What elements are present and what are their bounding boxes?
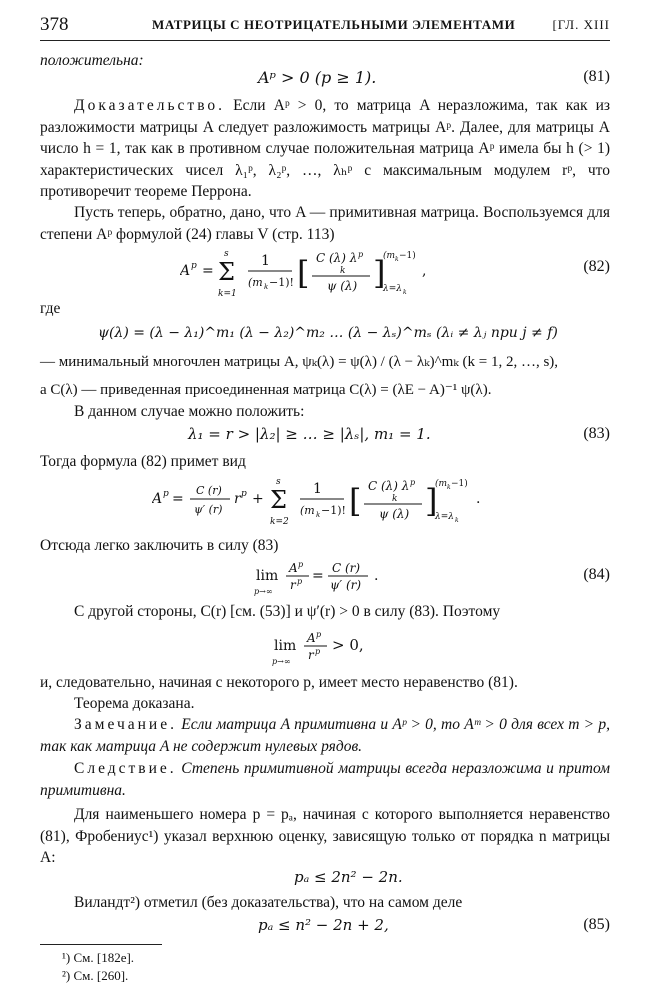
equation-83-number: (83) xyxy=(583,425,610,442)
svg-text:p: p xyxy=(191,261,197,271)
svg-text:r: r xyxy=(290,578,296,592)
hence-line: Отсюда легко заключить в силу (83) xyxy=(40,537,279,554)
svg-text:k: k xyxy=(447,484,451,491)
svg-text:(m: (m xyxy=(248,276,263,289)
svg-text:λ=λ: λ=λ xyxy=(435,512,454,522)
footnote-2: ²) См. [260]. xyxy=(62,968,129,983)
psi-definition: ψ(λ) = (λ − λ₁)^m₁ (λ − λ₂)^m₂ … (λ − λₛ)^mₛ (λᵢ ≠ λⱼ при j ≠ f) xyxy=(98,325,558,341)
svg-text:ψ (λ): ψ (λ) xyxy=(379,507,410,521)
wielandt-line: Виландт²) отметил (без доказательства), что на самом деле xyxy=(74,894,463,911)
frobenius-paragraph: Для наименьшего номера p = pₐ, начиная с которого выполняется неравенство (81), Фробениус¹) указал верхнюю оценку, зависящую только от порядка n матрицы A: xyxy=(40,806,610,866)
svg-text:=: = xyxy=(172,491,184,507)
proof-text: Если Aᵖ > 0, то матрица A неразложима, так как из разложимости матрицы A следует разложимость матрицы Aᵖ. Далее, для матрицы A число h = 1, так как в противном случае положительная матрица Aᵖ имела бы h (> 1) характеристических чисел λ₁ᵖ, λ₂ᵖ, …, λₕᵖ с максимальным модулем rᵖ, что противоречит теореме Перрона. xyxy=(40,97,611,200)
footnote-rule xyxy=(40,944,162,945)
pa-upper-bound: pₐ ≤ 2n² − 2n. xyxy=(294,868,403,886)
svg-text:> 0,: > 0, xyxy=(332,636,364,654)
svg-text:s: s xyxy=(276,477,281,487)
svg-text:s: s xyxy=(224,249,229,259)
svg-text:lim: lim xyxy=(256,568,279,584)
remark-label: Замечание. xyxy=(74,716,177,733)
svg-text:k=1: k=1 xyxy=(218,289,237,298)
running-title: МАТРИЦЫ С НЕОТРИЦАТЕЛЬНЫМИ ЭЛЕМЕНТАМИ xyxy=(152,17,516,32)
svg-text:C (λ) λ: C (λ) λ xyxy=(316,251,358,265)
svg-text:1: 1 xyxy=(313,481,322,497)
svg-text:−1)!: −1)! xyxy=(269,276,294,289)
equation-84 xyxy=(254,556,394,600)
svg-text:A: A xyxy=(307,631,316,645)
svg-text:=: = xyxy=(312,568,324,584)
svg-text:ψ (λ): ψ (λ) xyxy=(327,279,358,293)
svg-text:,: , xyxy=(422,263,427,279)
svg-text:−1)!: −1)! xyxy=(321,504,346,517)
svg-text:p→∞: p→∞ xyxy=(272,657,291,666)
svg-text:p: p xyxy=(410,478,416,487)
proof-label: Доказательство. xyxy=(74,97,226,114)
svg-text:k=2: k=2 xyxy=(270,517,289,527)
svg-text:]: ] xyxy=(425,482,438,520)
equation-82-number: (82) xyxy=(583,258,610,275)
svg-text:p→∞: p→∞ xyxy=(254,587,273,596)
minimal-polynomial-line: — минимальный многочлен матрицы A, ψₖ(λ) = ψ(λ) / (λ − λₖ)^mₖ (k = 1, 2, …, s), xyxy=(40,354,559,370)
running-header xyxy=(40,14,610,36)
theorem-proved: Теорема доказана. xyxy=(74,695,195,712)
limit-positive xyxy=(272,626,382,670)
svg-text:k: k xyxy=(264,283,269,291)
lead-word: положительна: xyxy=(40,52,144,69)
chapter-label: [ГЛ. XIII xyxy=(552,17,610,32)
footnote-1: ¹) См. [182е]. xyxy=(62,950,135,965)
svg-text:.: . xyxy=(476,491,481,507)
svg-text:C (r): C (r) xyxy=(332,561,361,575)
svg-text:Σ: Σ xyxy=(270,486,287,514)
svg-text:r: r xyxy=(234,491,241,507)
svg-text:=: = xyxy=(202,263,214,279)
svg-text:p: p xyxy=(298,560,304,569)
equation-85: pₐ ≤ n² − 2n + 2, xyxy=(258,916,389,934)
svg-text:r: r xyxy=(308,648,314,662)
proof-paragraph xyxy=(40,95,610,203)
case-line: В данном случае можно положить: xyxy=(74,403,305,420)
svg-text:[: [ xyxy=(349,482,362,520)
svg-text:p: p xyxy=(163,489,169,499)
svg-text:(m: (m xyxy=(300,504,315,517)
svg-text:1: 1 xyxy=(261,253,270,269)
svg-text:C (λ) λ: C (λ) λ xyxy=(368,479,410,493)
svg-text:p: p xyxy=(316,630,322,639)
svg-text:k: k xyxy=(455,517,459,524)
svg-text:p: p xyxy=(297,577,303,586)
svg-text:(m: (m xyxy=(383,251,396,261)
formula-transformed xyxy=(152,474,492,530)
svg-text:−1): −1) xyxy=(451,479,468,489)
equation-83: λ₁ = r > |λ₂| ≥ … ≥ |λₛ|, m₁ = 1. xyxy=(188,425,431,443)
svg-text:k: k xyxy=(316,511,321,519)
where-label: где xyxy=(40,300,61,317)
remark-paragraph xyxy=(40,714,610,757)
svg-text:λ=λ: λ=λ xyxy=(383,284,402,294)
equation-81-number: (81) xyxy=(583,68,610,85)
corollary-label: Следствие. xyxy=(74,760,177,777)
equation-85-number: (85) xyxy=(583,916,610,933)
other-side-line: С другой стороны, C(r) [см. (53)] и ψ′(r) > 0 в силу (83). Поэтому xyxy=(74,603,501,620)
then-line: Тогда формула (82) примет вид xyxy=(40,453,246,470)
svg-text:ψ′ (r): ψ′ (r) xyxy=(194,503,223,516)
svg-text:A: A xyxy=(152,491,163,507)
corollary-text: Степень примитивной матрицы всегда неразложима и притом примитивна. xyxy=(40,760,611,799)
consequently-line: и, следовательно, начиная с некоторого p, имеет место неравенство (81). xyxy=(40,674,518,691)
equation-84-number: (84) xyxy=(583,566,610,583)
svg-text:(m: (m xyxy=(435,479,448,489)
svg-text:k: k xyxy=(392,494,398,504)
adjoint-matrix-line: а C(λ) — приведенная присоединенная матрица C(λ) = (λE − A)⁻¹ ψ(λ). xyxy=(40,382,492,398)
header-rule xyxy=(40,40,610,41)
equation-82 xyxy=(180,246,440,298)
svg-text:A: A xyxy=(289,561,298,575)
paragraph-primitive: Пусть теперь, обратно, дано, что A — примитивная матрица. Воспользуемся для степени Aᵖ формулой (24) главы V (стр. 113) xyxy=(40,204,610,243)
equation-81: Aᵖ > 0 (p ≥ 1). xyxy=(258,68,377,87)
corollary-paragraph xyxy=(40,758,610,801)
svg-text:ψ′ (r): ψ′ (r) xyxy=(330,578,362,592)
svg-text:p: p xyxy=(241,489,247,499)
svg-text:C (r): C (r) xyxy=(196,484,222,497)
svg-text:]: ] xyxy=(373,254,386,292)
svg-text:Σ: Σ xyxy=(218,258,235,286)
svg-text:+: + xyxy=(252,491,264,507)
svg-text:p: p xyxy=(358,250,364,259)
svg-text:−1): −1) xyxy=(399,251,416,261)
svg-text:lim: lim xyxy=(274,638,297,654)
svg-text:.: . xyxy=(374,568,379,584)
svg-text:k: k xyxy=(340,266,346,276)
svg-text:k: k xyxy=(403,289,407,296)
remark-text: Если матрица A примитивна и Aᵖ > 0, то Aᵐ > 0 для всех m > p, так как матрица A не содержит нулевых рядов. xyxy=(40,716,611,755)
svg-text:k: k xyxy=(395,256,399,263)
svg-text:p: p xyxy=(315,647,321,656)
svg-text:[: [ xyxy=(297,254,310,292)
page-number: 378 xyxy=(40,14,69,35)
svg-text:A: A xyxy=(180,263,191,279)
